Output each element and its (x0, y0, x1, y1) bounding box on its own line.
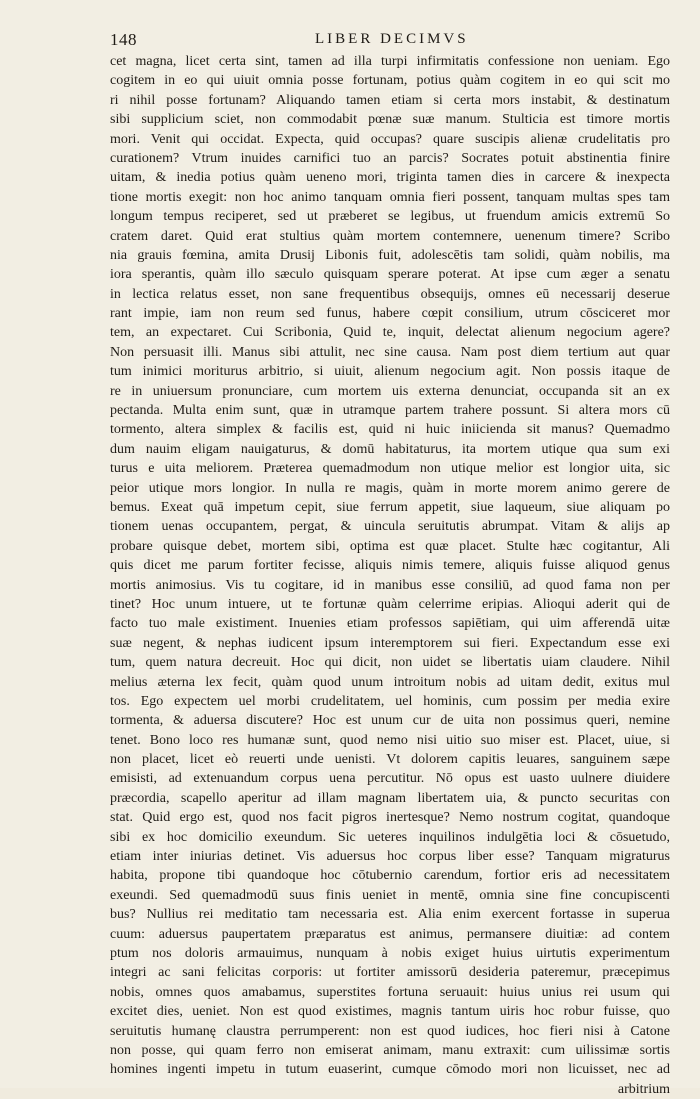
text-line: Non persuasit illi. Manus sibi attulit, nec sine causa. Nam post diem tertium aut quar (110, 344, 670, 360)
text-line: tenet. Bono loco res humanæ sunt, quod nemo nisi uitio suo miser est. Placet, uiue, si (110, 732, 670, 748)
text-line: re in uniuersum pronunciare, cum mortem uis externa denunciat, occupanda sit an ex (110, 383, 670, 399)
text-line: facto tuo male existiment. Inuenies etiam professos sapiētiam, qui uim afferendā uitæ (110, 616, 670, 632)
text-line: turus e uita meliorem. Præterea quemadmodum non utique melior est longior uita, sic (110, 461, 670, 477)
text-line: non posse, qui quam ferro non emiserat animam, manu extraxit: cum uilissimæ sortis (110, 1042, 670, 1058)
text-line: arbitrium (617, 1081, 670, 1097)
text-line: excitet dies, ueniet. Non est quod existimes, magnis tantum uiris hoc robur fuisse, quo (110, 1004, 670, 1020)
text-line: tione mortis exegit: non hoc animo tanquam omnia fieri possent, tanquam multas spes tam (110, 189, 670, 205)
text-line: tinet? Hoc unum intuere, ut te fortunæ quàm celerrime eripias. Alioqui aderit qui de (110, 596, 670, 612)
text-line: bus? Nullius rei meditatio tam necessaria est. Alia enim exercent fortasse in superua (110, 907, 670, 923)
text-line: iora sperantis, quàm illo sæculo quisquam sperare poterat. At ipse cum æger a senatu (110, 267, 670, 283)
text-line: cratem daret. Quid erat stultius quàm mortem contemnere, uenenum timere? Scribo (110, 228, 670, 244)
text-line: sibi ex hoc domicilio exeundum. Sic ueteres inquilinos indulgētia loci & cōsuetudo, (110, 829, 670, 845)
text-line: rant impie, iam non reum sed funus, habere cœpit consilium, utrum cōsciceret mor (110, 306, 670, 322)
text-line: seruitutis humanę claustra perrumperent: non est quod iudices, hoc fieri nisi à Catone (110, 1023, 670, 1039)
text-line: tormenta, & aduersa discutere? Hoc est unum cur de uita non possimus queri, nemine (110, 713, 670, 729)
text-line: tionem uenas occupantem, pergat, & uincula seruitutis abrumpat. Vitam & alijs ap (110, 519, 670, 535)
body-text (110, 52, 670, 1099)
page-number: 148 (110, 30, 137, 49)
text-line: integri ac sani felicitas corporis: ut fortiter amissorū desideria pateremur, præcepimus (110, 965, 670, 981)
text-line: peior utique mors longior. In nulla re magis, quàm in morte morem animo gerere de (110, 480, 670, 496)
text-line: suæ negent, & nephas iudicent ipsum interemptorem sui fieri. Expectandum esse exi (110, 635, 670, 651)
text-line: sibi supplicium sciet, non commodabit pœnæ suæ manum. Stulticia est timore mortis (110, 112, 670, 128)
page-header (110, 30, 670, 54)
text-line: in lectica relatus esset, non sane frequentibus obsequijs, omnes eū necessarij deserue (110, 286, 670, 302)
text-line: mori. Venit qui occidat. Expecta, quid occupas? quare suscipis alienæ crudelitatis pro (110, 131, 670, 147)
text-line: nobis, omnes quos amabamus, superstites fortuna seruauit: huius unius rei usum qui (110, 984, 670, 1000)
text-line: tem, an expectaret. Cui Scribonia, Quid te, inquit, delectat alienum negocium agere? (110, 325, 670, 341)
text-line: tum, quem natura decreuit. Hoc qui dicit, non uidet se libertatis uiam claudere. Nihil (110, 655, 670, 671)
text-line: pectanda. Multa enim sunt, quæ in utramque partem trahere possunt. Si altera mors cū (110, 403, 670, 419)
text-line: tum inimici moriturus arbitrio, si uiuit, alienum negocium agit. Non possis itaque de (110, 364, 670, 380)
text-line: homines ingenti impetu in tutum euaserint, cumque cōmodo mori non licuisset, nec ad (110, 1062, 670, 1078)
text-line: ri nihil posse fortunam? Aliquando tamen etiam si certa mors instabit, & destinatum (110, 92, 670, 108)
text-line: dum nauim eligam nauigaturus, & domū habitaturus, ita mortem utique qua sum exi (110, 441, 670, 457)
text-line: etiam inter iniurias detinet. Vis aduersus hoc corpus liber esse? Tanquam migraturus (110, 849, 670, 865)
text-line: non placet, licet eò reuerti unde uenisti. Vt dolorem capitis leuares, sanguinem sæpe (110, 752, 670, 768)
text-line: nia grauis fœmina, amita Drusij Libonis fuit, adolescētis tam solidi, quàm nobilis, ma (110, 247, 670, 263)
text-line: præcordia, scapello aperitur ad illam magnam libertatem uia, & puncto securitas con (110, 790, 670, 806)
running-title: LIBER DECIMVS (315, 31, 469, 47)
text-line: cuum: aduersus paupertatem præparatus est animus, permansere diuitiæ: ad contem (110, 926, 670, 942)
text-line: quis dicet me parum fortiter fecisse, aliquis nimis temere, aliquis fuisse aliquod genus (110, 558, 670, 574)
text-line: cet magna, licet certa sint, tamen ad illa turpi infirmitatis confessione non ueniam. Ego (110, 54, 670, 69)
text-line: tormento, altera simplex & facilis est, quid ni huic iniicienda sit manus? Quemadmo (110, 422, 670, 438)
text-line: bemus. Exeat quā impetum cepit, siue ferrum appetit, siue laqueum, siue aliquam po (110, 499, 670, 515)
text-line: tos. Ego expectem uel morbi crudelitatem, uel hominis, cum possim per media exire (110, 693, 670, 709)
text-line: curationem? Vtrum inuides carnifici tuo an parcis? Socrates potuit abstinentia finire (110, 150, 670, 166)
text-line: ptum nos doloris armauimus, nunquam à nobis exiget huius uirtutis experimentum (110, 945, 670, 961)
text-line: melius æterna lex fecit, quàm quod unum introitum nobis ad uitam dedit, exitus mul (110, 674, 670, 690)
text-line: cogitem in eo qui uiuit omnia posse fortunam, potius quàm cogitem in eo qui scit mo (110, 73, 670, 89)
text-line: mortis animosius. Vis tu cogitare, id in manibus esse consiliū, ad quod fama non per (110, 577, 670, 593)
text-line: probare quisque debet, mortem sibi, optima est quæ placet. Stulte hæc cogitantur, Ali (110, 538, 670, 554)
text-line: exeundi. Sed quemadmodū suus finis ueniet in mentē, omnia sine fine concupiscenti (110, 887, 670, 903)
text-line: longum tempus reciperet, sed ut præberet se legibus, ut fruendum amicis extremū So (110, 209, 670, 225)
text-line: uitam, & inedia potius quàm ueneno mori, triginta tamen dies in carcere & inexpecta (110, 170, 670, 186)
text-line: habita, propone tibi quandoque hoc cōtubernio carendum, fortior eris ad necessitatem (110, 868, 670, 884)
text-line: stat. Quid ergo est, quod nos facit pigros inertesque? Nemo nostrum cogitat, quandoque (110, 810, 670, 826)
text-line: emisisti, ad extenuandum corpus uena percutitur. Nō opus est uasto uulnere diuidere (110, 771, 670, 787)
